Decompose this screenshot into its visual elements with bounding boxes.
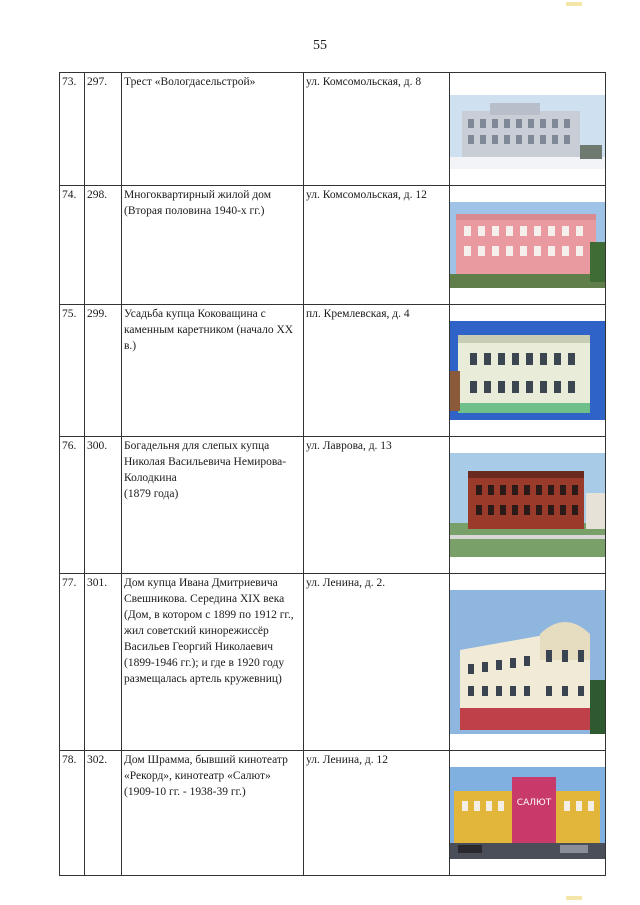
table-row bbox=[60, 574, 606, 751]
photo-cell bbox=[450, 751, 606, 876]
row-number: 73. bbox=[60, 73, 85, 186]
object-address: ул. Комсомольская, д. 8 bbox=[304, 73, 450, 186]
table-row bbox=[60, 437, 606, 574]
photo-cell bbox=[450, 73, 606, 186]
monuments-table bbox=[59, 72, 606, 876]
registry-number: 302. bbox=[85, 751, 122, 876]
photo-cell bbox=[450, 186, 606, 305]
photo-cell bbox=[450, 305, 606, 437]
table-row bbox=[60, 305, 606, 437]
table-row bbox=[60, 186, 606, 305]
object-address: ул. Ленина, д. 12 bbox=[304, 751, 450, 876]
building-photo-icon bbox=[450, 202, 605, 288]
registry-number: 301. bbox=[85, 574, 122, 751]
object-name: Богадельня для слепых купца Николая Васильевича Немирова-Колодкина (1879 года) bbox=[122, 437, 304, 574]
registry-number: 299. bbox=[85, 305, 122, 437]
building-photo-icon bbox=[450, 453, 605, 557]
row-number: 77. bbox=[60, 574, 85, 751]
scan-mark bbox=[566, 896, 582, 900]
cinema-sign: САЛЮТ bbox=[516, 798, 552, 808]
building-photo-icon bbox=[450, 321, 605, 420]
registry-number: 297. bbox=[85, 73, 122, 186]
page-number: 55 bbox=[313, 38, 327, 53]
object-name: Трест «Вологдасельстрой» bbox=[122, 73, 304, 186]
row-number: 76. bbox=[60, 437, 85, 574]
table-row bbox=[60, 751, 606, 876]
row-number: 78. bbox=[60, 751, 85, 876]
registry-number: 300. bbox=[85, 437, 122, 574]
object-name: Дом купца Ивана Дмитриевича Свешникова. Середина XIX века (Дом, в котором с 1899 по 1912 гг., жил советский кинорежиссёр Васильев Георгий Николаевич (1899-1946 гг.); и где в 1920 году размещалась артель кружевниц) bbox=[122, 574, 304, 751]
registry-number: 298. bbox=[85, 186, 122, 305]
row-number: 75. bbox=[60, 305, 85, 437]
object-name: Многоквартирный жилой дом (Вторая половина 1940-х гг.) bbox=[122, 186, 304, 305]
scan-mark bbox=[566, 2, 582, 6]
photo-cell bbox=[450, 437, 606, 574]
object-address: ул. Комсомольская, д. 12 bbox=[304, 186, 450, 305]
building-photo-icon bbox=[450, 767, 605, 859]
object-address: ул. Ленина, д. 2. bbox=[304, 574, 450, 751]
object-address: пл. Кремлевская, д. 4 bbox=[304, 305, 450, 437]
table-row bbox=[60, 73, 606, 186]
object-name: Дом Шрамма, бывший кинотеатр «Рекорд», кинотеатр «Салют» (1909-10 гг. - 1938-39 гг.) bbox=[122, 751, 304, 876]
object-name: Усадьба купца Коковащина с каменным каретником (начало XX в.) bbox=[122, 305, 304, 437]
building-photo-icon bbox=[450, 95, 605, 169]
row-number: 74. bbox=[60, 186, 85, 305]
building-photo-icon bbox=[450, 590, 605, 734]
photo-cell bbox=[450, 574, 606, 751]
object-address: ул. Лаврова, д. 13 bbox=[304, 437, 450, 574]
